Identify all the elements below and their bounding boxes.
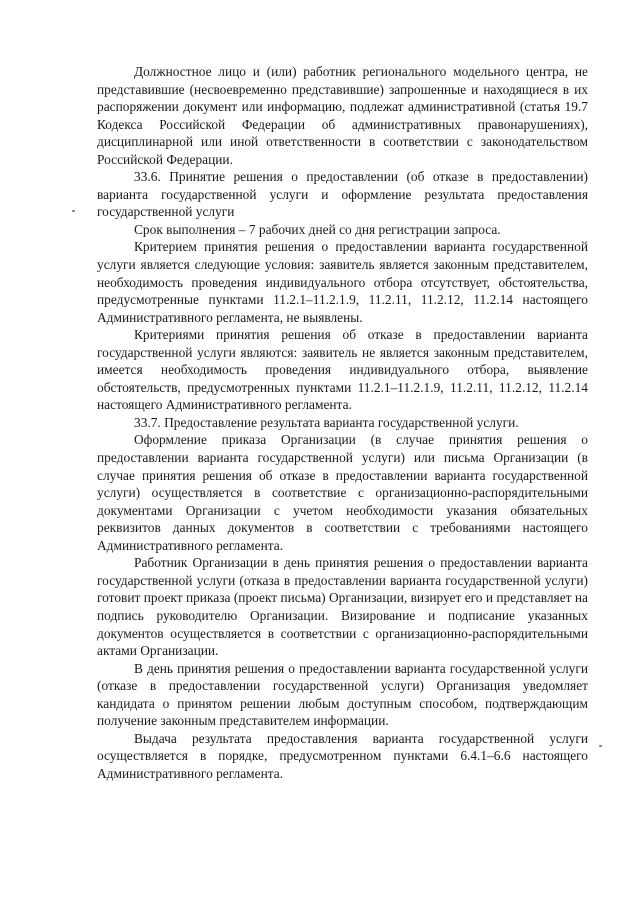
section-heading-33-7: 33.7. Предоставление результата варианта государственной услуги. <box>134 414 519 430</box>
paragraph-deadline: Срок выполнения – 7 рабочих дней со дня регистрации запроса. <box>134 221 501 237</box>
section-heading-33-6: 33.6. Принятие решения о предоставлении (об отказе в предоставлении) варианта государственной услуги и оформление результата предоставления государственной услуги <box>97 169 588 220</box>
scan-speck-right <box>599 745 602 747</box>
paragraph-order-formatting: Оформление приказа Организации (в случае принятия решения о предоставлении варианта государственной услуги) или письма Организации (в случае принятия решения об отказе в предоставлении варианта государственной услуги) осуществляется в соответствие с организационно-распорядительными документами Организации с учетом необходимости указания обязательных реквизитов данных документов в соответствии с требованиями настоящего Административного регламента. <box>97 432 588 553</box>
document-body <box>97 63 588 782</box>
paragraph-issuance: Выдача результата предоставления варианта государственной услуги осуществляется в порядке, предусмотренном пунктами 6.4.1–6.6 настоящего Административного регламента. <box>97 730 588 781</box>
paragraph-approval-criteria: Критерием принятия решения о предоставлении варианта государственной услуги является следующие условия: заявитель является законным представителем, необходимость проведения индивидуального отбора отсутствует, обстоятельства, предусмотренные пунктами 11.2.1–11.2.1.9, 11.2.11, 11.2.12, 11.2.14 настоящего Административного регламента, не выявлены. <box>97 239 588 325</box>
paragraph-refusal-criteria: Критериями принятия решения об отказе в предоставлении варианта государственной услуги являются: заявитель не является законным представителем, имеется необходимость проведения индивидуального отбора, выявление обстоятельств, предусмотренных пунктами 11.2.1–11.2.1.9, 11.2.11, 11.2.12, 11.2.14 настоящего Административного регламента. <box>97 327 588 413</box>
paragraph-liability: Должностное лицо и (или) работник регионального модельного центра, не представившие (несвоевременно представившие) запрошенные и находящиеся в их распоряжении документ или информацию, подлежат административной (статья 19.7 Кодекса Российской Федерации об административных правонарушениях), дисциплинарной или иной ответственности в соответствии с законодательством Российской Федерации. <box>97 64 588 167</box>
paragraph-notification: В день принятия решения о предоставлении варианта государственной услуги (отказе в предоставлении государственной услуги) Организация уведомляет кандидата о принятом решении любым доступным способом, подтверждающим получение законным представителем информации. <box>97 660 588 729</box>
paragraph-drafting: Работник Организации в день принятия решения о предоставлении варианта государственной услуги (отказа в предоставлении варианта государственной услуги) готовит проект приказа (проект письма) Организации, визирует его и представляет на подпись руководителю Организации. Визирование и подписание указанных документов осуществляется в соответствии с организационно-распорядительными актами Организации. <box>97 555 588 659</box>
scan-speck-left <box>72 210 75 212</box>
